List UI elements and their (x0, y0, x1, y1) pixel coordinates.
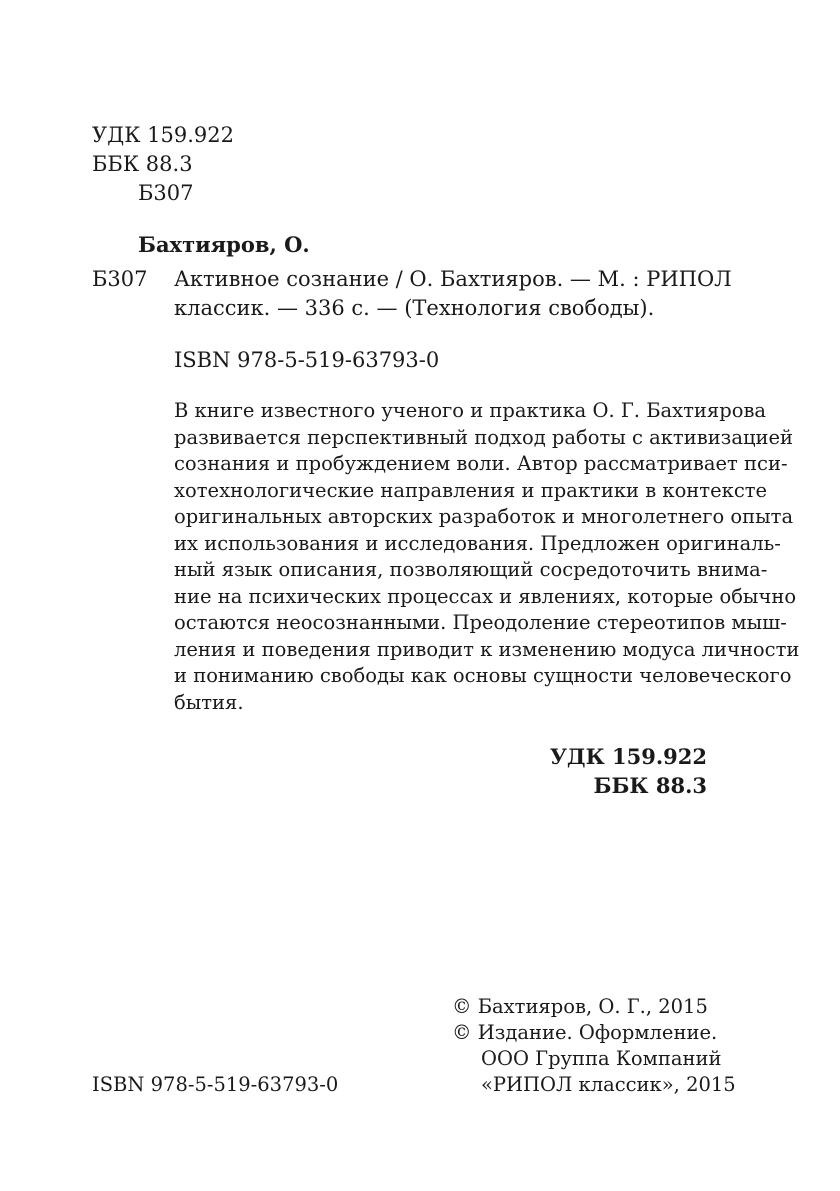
annotation-line: оригинальных авторских разработок и многолетнего опыта (174, 505, 794, 528)
annotation-line: ления и поведения приводит к изменению модуса личности (174, 637, 800, 661)
entry-isbn: ISBN 978-5-519-63793-0 (174, 348, 440, 372)
classification-udk: УДК 159.922 (549, 744, 707, 769)
footer-isbn: ISBN 978-5-519-63793-0 (92, 1073, 339, 1096)
annotation-line: ние на психических процессах и явлениях, которые обычно (174, 584, 797, 608)
classification-bbk: ББК 88.3 (593, 773, 707, 798)
copyright-3: ООО Группа Компаний (481, 1047, 722, 1070)
author-mark-header: Б307 (138, 181, 194, 205)
annotation-line: В книге известного ученого и практика О. Г. Бахтиярова (174, 399, 767, 422)
annotation (174, 398, 800, 716)
annotation-line: сознания и пробуждением воли. Автор рассматривает пси- (174, 452, 788, 475)
copyright-1: © Бахтияров, О. Г., 2015 (452, 995, 708, 1018)
copyright-2: © Издание. Оформление. (452, 1021, 718, 1044)
udk-header: УДК 159.922 (92, 123, 235, 147)
annotation-line: и пониманию свободы как основы сущности человеческого (174, 664, 792, 687)
entry-author: Бахтияров, О. (138, 232, 310, 257)
annotation-line: развивается перспективный подход работы с активизацией (174, 425, 794, 449)
entry-title-line-1: Активное сознание / О. Бахтияров. — М. : РИПОЛ (174, 267, 732, 291)
bbk-header: ББК 88.3 (92, 152, 193, 176)
annotation-line: бытия. (174, 690, 244, 714)
annotation-line: ный язык описания, позволяющий сосредоточить внима- (174, 558, 768, 581)
annotation-line: их использования и исследования. Предложен оригиналь- (174, 531, 781, 555)
entry-mark: Б307 (92, 267, 148, 291)
copyright-4: «РИПОЛ классик», 2015 (481, 1073, 736, 1096)
entry-title-line-2: классик. — 336 с. — (Технология свободы). (174, 296, 655, 320)
annotation-line: хотехнологические направления и практики в контексте (174, 478, 768, 502)
annotation-line: остаются неосознанными. Преодоление стереотипов мыш- (174, 611, 787, 634)
